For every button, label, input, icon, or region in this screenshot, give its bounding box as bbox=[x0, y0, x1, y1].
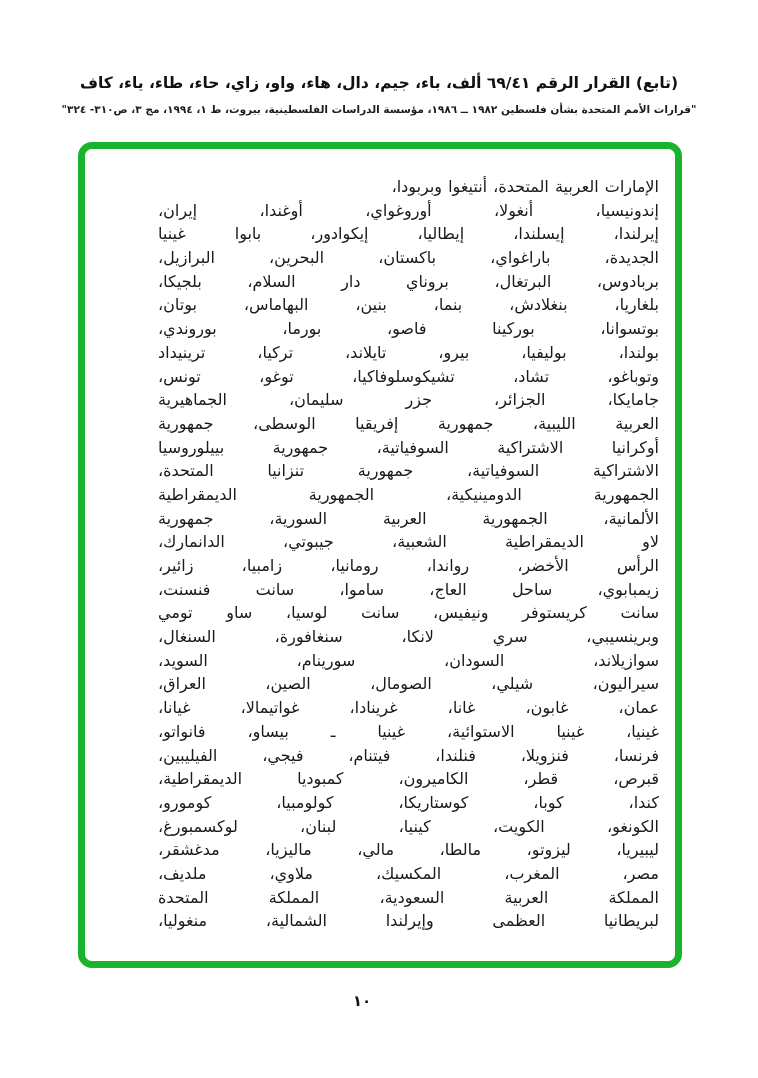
country-list-line: بلغاريا، بنغلادش، بنما، بنين، البهاماس، بوتان، bbox=[158, 295, 659, 315]
country-list-line: الجمهورية الدومينيكية، الجمهورية الديمقراطية bbox=[158, 484, 659, 504]
country-list-line: عمان، غابون، غانا، غرينادا، غواتيمالا، غيانا، bbox=[158, 698, 659, 718]
source-citation: "قرارات الأمم المتحدة بشأن فلسطين ١٩٨٢ ــ ١٩٨٦، مؤسسة الدراسات الفلسطينية، بيروت، ط ١، ١٩٩٤، مج ٣، ص٣١٠- ٣٢٤" bbox=[61, 104, 697, 116]
country-list-line: جامايكا، الجزائر، جزر سليمان، الجماهيرية bbox=[158, 390, 659, 410]
country-list-line: كندا، كوبا، كوستاريكا، كولومبيا، كومورو، bbox=[158, 792, 659, 812]
resolution-title: (تابع) القرار الرقم ٦٩/٤١ ألف، باء، جيم، دال، هاء، واو، زاي، حاء، طاء، ياء، كاف bbox=[79, 74, 679, 92]
country-list-line: غينيا، غينيا الاستوائية، غينيا ـ بيساو، فانواتو، bbox=[158, 721, 659, 741]
country-list-line: مصر، المغرب، المكسيك، ملاوي، ملديف، bbox=[158, 863, 659, 883]
country-list-line: الإمارات العربية المتحدة، أنتيغوا وبربودا، bbox=[391, 177, 659, 196]
country-list-line: لاو الديمقراطية الشعبية، جيبوتي، الدانمارك، bbox=[158, 532, 659, 552]
country-list-line: أوكرانيا الاشتراكية السوفياتية، جمهورية بييلوروسيا bbox=[158, 437, 659, 457]
country-list-line: سوازيلاند، السودان، سورينام، السويد، bbox=[158, 650, 659, 670]
country-list-line: بولندا، بوليفيا، بيرو، تايلاند، تركيا، ترينيداد bbox=[158, 342, 659, 362]
country-list-line: بربادوس، البرتغال، بروناي دار السلام، بلجيكا، bbox=[158, 271, 659, 291]
highlight-box bbox=[78, 142, 682, 968]
country-list-line: إيرلندا، إيسلندا، إيطاليا، إيكوادور، بابوا غينيا bbox=[158, 224, 659, 244]
country-list-line: قبرص، قطر، الكاميرون، كمبوديا الديمقراطية، bbox=[158, 769, 659, 789]
country-list-line: بوتسوانا، بوركينا فاصو، بورما، بوروندي، bbox=[158, 319, 659, 339]
country-list-line: المملكة العربية السعودية، المملكة المتحدة bbox=[158, 887, 659, 907]
country-list-line: وبرينسيبي، سري لانكا، سنغافورة، السنغال، bbox=[158, 627, 659, 647]
country-list-line: فرنسا، فنزويلا، فنلندا، فيتنام، فيجي، الفيليبين، bbox=[158, 745, 659, 765]
country-list-line: زيمبابوي، ساحل العاج، ساموا، سانت فنسنت، bbox=[158, 579, 659, 599]
country-list-line: وتوباغو، تشاد، تشيكوسلوفاكيا، توغو، تونس، bbox=[158, 366, 659, 386]
country-list-line: سانت كريستوفر ونيفيس، سانت لوسيا، ساو تومي bbox=[158, 603, 659, 623]
page-number: ١٠ bbox=[352, 992, 372, 1010]
country-list-line: العربية الليبية، جمهورية إفريقيا الوسطى، جمهورية bbox=[158, 413, 659, 433]
country-list-line: الرأس الأخضر، رواندا، رومانيا، زامبيا، زائير، bbox=[158, 556, 659, 575]
country-list-line: الألمانية، الجمهورية العربية السورية، جمهورية bbox=[158, 508, 659, 528]
country-list-line: الاشتراكية السوفياتية، جمهورية تنزانيا المتحدة، bbox=[158, 461, 659, 481]
country-list-line: ليبيريا، ليزوتو، مالطا، مالي، ماليزيا، مدغشقر، bbox=[158, 840, 659, 860]
country-list-line: الجديدة، باراغواي، باكستان، البحرين، البرازيل، bbox=[158, 248, 659, 268]
country-list-line: إندونيسيا، أنغولا، أوروغواي، أوغندا، إيران، bbox=[158, 200, 659, 220]
country-list-line: سيراليون، شيلي، الصومال، الصين، العراق، bbox=[158, 674, 659, 694]
country-list-line: الكونغو، الكويت، كينيا، لبنان، لوكسمبورغ، bbox=[158, 816, 659, 836]
country-list-line: لبريطانيا العظمى وإيرلندا الشمالية، منغوليا، bbox=[158, 911, 659, 931]
country-list bbox=[158, 175, 659, 933]
